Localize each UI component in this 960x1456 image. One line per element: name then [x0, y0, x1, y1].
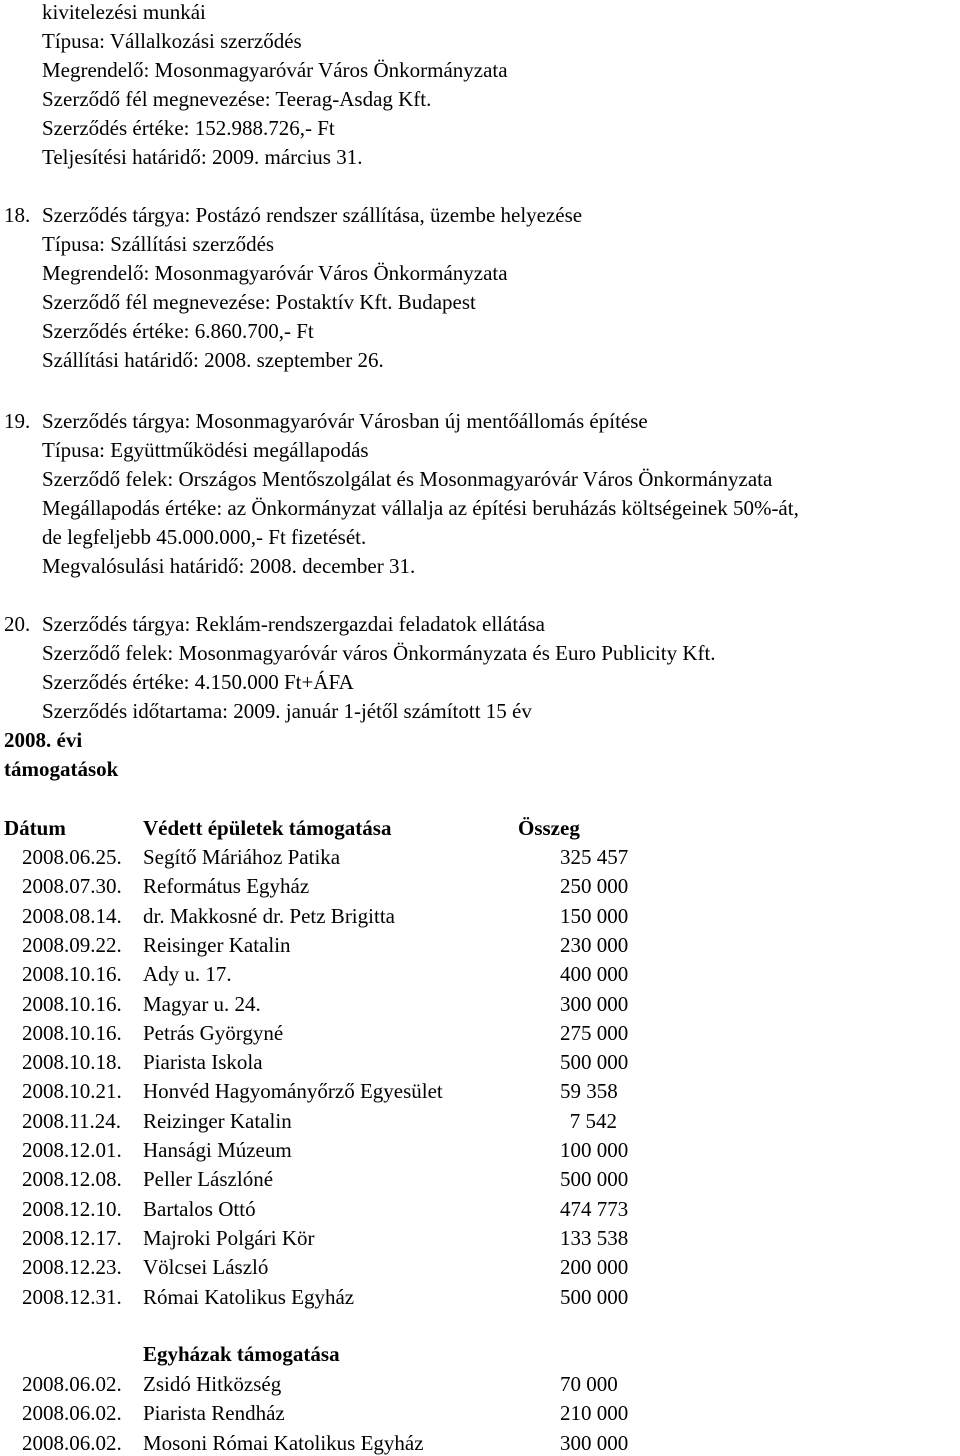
row-name: Majroki Polgári Kör — [143, 1225, 315, 1250]
church-support-heading: Egyházak támogatása — [143, 1342, 340, 1366]
row-amount: 7 542 — [569, 1108, 617, 1133]
row-amount: 500 000 — [560, 1050, 629, 1075]
row-date: 2008.10.16. — [22, 962, 122, 987]
table-row — [0, 933, 960, 957]
row-date: 2008.10.16. — [22, 991, 122, 1016]
row-date: 2008.06.02. — [22, 1372, 122, 1396]
row-amount: 100 000 — [560, 1138, 629, 1162]
row-name: Magyar u. 24. — [143, 991, 261, 1016]
table-row — [0, 962, 960, 986]
table-row — [0, 1021, 960, 1045]
row-date: 2008.11.24. — [22, 1108, 121, 1133]
row-name: Völcsei László — [143, 1255, 269, 1280]
row-amount: 59 358 — [560, 1079, 618, 1104]
table-row — [0, 992, 960, 1016]
row-name: Segítő Máriához Patika — [143, 845, 341, 869]
c17-line-1: kivitelezési munkái — [42, 0, 206, 24]
c17-deadline: Teljesítési határidő: 2009. március 31. — [42, 145, 363, 169]
c19-number: 19. — [4, 409, 31, 433]
c17-party: Szerződő fél megnevezése: Teerag-Asdag Kft. — [42, 87, 432, 111]
table-row — [0, 1285, 960, 1309]
row-date: 2008.12.17. — [22, 1225, 122, 1250]
row-amount: 70 000 — [560, 1372, 618, 1396]
table-row — [0, 1255, 960, 1279]
table-row — [0, 845, 960, 869]
row-date: 2008.10.16. — [22, 1020, 122, 1045]
row-date: 2008.12.31. — [22, 1284, 122, 1309]
header-amount: Összeg — [518, 816, 580, 840]
row-name: Mosoni Római Katolikus Egyház — [143, 1430, 424, 1455]
table-row — [0, 1401, 960, 1425]
row-amount: 474 773 — [560, 1196, 629, 1221]
row-amount: 500 000 — [560, 1284, 629, 1309]
row-name: Hansági Múzeum — [143, 1138, 292, 1162]
table-row — [0, 1079, 960, 1103]
row-date: 2008.10.18. — [22, 1050, 122, 1075]
row-date: 2008.06.02. — [22, 1401, 122, 1426]
c18-type: Típusa: Szállítási szerződés — [42, 232, 275, 256]
row-date: 2008.07.30. — [22, 874, 122, 899]
row-name: Piarista Iskola — [143, 1050, 263, 1075]
table-row — [0, 1226, 960, 1250]
row-amount: 400 000 — [560, 962, 629, 987]
row-amount: 325 457 — [560, 845, 629, 869]
row-amount: 250 000 — [560, 874, 629, 899]
table-row — [0, 1050, 960, 1074]
row-amount: 210 000 — [560, 1401, 629, 1426]
row-name: Ady u. 17. — [143, 962, 232, 987]
row-amount: 200 000 — [560, 1255, 629, 1280]
row-date: 2008.12.23. — [22, 1255, 122, 1280]
row-amount: 300 000 — [560, 991, 629, 1016]
c17-type: Típusa: Vállalkozási szerződés — [42, 29, 302, 53]
row-amount: 275 000 — [560, 1020, 629, 1045]
row-name: Református Egyház — [143, 874, 310, 899]
c18-deadline: Szállítási határidő: 2008. szeptember 26. — [42, 348, 384, 372]
c18-number: 18. — [4, 203, 31, 227]
c19-type: Típusa: Együttműködési megállapodás — [42, 438, 369, 462]
c20-value: Szerződés értéke: 4.150.000 Ft+ÁFA — [42, 670, 354, 694]
c18-subject: Szerződés tárgya: Postázó rendszer szállítása, üzembe helyezése — [42, 203, 583, 227]
row-name: Reisinger Katalin — [143, 932, 291, 957]
table-row — [0, 1109, 960, 1133]
c19-subject: Szerződés tárgya: Mosonmagyaróvár Városban új mentőállomás építése — [42, 409, 648, 433]
row-name: dr. Makkosné dr. Petz Brigitta — [143, 903, 395, 928]
row-amount: 230 000 — [560, 932, 629, 957]
row-date: 2008.09.22. — [22, 932, 122, 957]
header-date: Dátum — [4, 816, 66, 840]
row-name: Petrás Györgyné — [143, 1020, 284, 1045]
row-name: Bartalos Ottó — [143, 1196, 256, 1221]
table-row — [0, 874, 960, 898]
c20-parties: Szerződő felek: Mosonmagyaróvár város Önkormányzata és Euro Publicity Kft. — [42, 641, 716, 665]
row-name: Honvéd Hagyományőrző Egyesület — [143, 1079, 443, 1104]
table-row — [0, 1197, 960, 1221]
table-row — [0, 1167, 960, 1191]
row-amount: 500 000 — [560, 1167, 629, 1192]
c20-duration: Szerződés időtartama: 2009. január 1-jétől számított 15 év — [42, 699, 532, 723]
row-date: 2008.12.08. — [22, 1167, 122, 1192]
c18-party: Szerződő fél megnevezése: Postaktív Kft. Budapest — [42, 290, 476, 314]
row-date: 2008.06.25. — [22, 845, 122, 869]
row-date: 2008.08.14. — [22, 903, 122, 928]
table-row — [0, 904, 960, 928]
c17-client: Megrendelő: Mosonmagyaróvár Város Önkormányzata — [42, 58, 508, 82]
row-name: Peller Lászlóné — [143, 1167, 274, 1192]
c17-value: Szerződés értéke: 152.988.726,- Ft — [42, 116, 335, 140]
table-row — [0, 1138, 960, 1162]
table-header — [0, 816, 960, 840]
c19-value: Megállapodás értéke: az Önkormányzat vállalja az építési beruházás költségeinek 50%-át, — [42, 496, 799, 520]
section-year: 2008. évi — [4, 728, 83, 752]
row-date: 2008.12.10. — [22, 1196, 122, 1221]
row-date: 2008.06.02. — [22, 1430, 122, 1455]
c19-parties: Szerződő felek: Országos Mentőszolgálat és Mosonmagyaróvár Város Önkormányzata — [42, 467, 773, 491]
c18-value: Szerződés értéke: 6.860.700,- Ft — [42, 319, 314, 343]
header-name: Védett épületek támogatása — [143, 816, 392, 840]
section-title: támogatások — [4, 757, 119, 781]
table-row — [0, 1431, 960, 1455]
row-date: 2008.12.01. — [22, 1138, 122, 1162]
row-name: Piarista Rendház — [143, 1401, 285, 1426]
c19-value-cont: de legfeljebb 45.000.000,- Ft fizetését. — [42, 525, 367, 549]
row-name: Zsidó Hitközség — [143, 1372, 282, 1396]
row-amount: 133 538 — [560, 1225, 629, 1250]
table-row — [0, 1372, 960, 1396]
row-amount: 300 000 — [560, 1430, 629, 1455]
row-amount: 150 000 — [560, 903, 629, 928]
c18-client: Megrendelő: Mosonmagyaróvár Város Önkormányzata — [42, 261, 508, 285]
row-name: Római Katolikus Egyház — [143, 1284, 355, 1309]
c19-deadline: Megvalósulási határidő: 2008. december 31. — [42, 554, 416, 578]
row-date: 2008.10.21. — [22, 1079, 122, 1104]
c20-subject: Szerződés tárgya: Reklám-rendszergazdai feladatok ellátása — [42, 612, 545, 636]
row-name: Reizinger Katalin — [143, 1108, 292, 1133]
c20-number: 20. — [4, 612, 31, 636]
